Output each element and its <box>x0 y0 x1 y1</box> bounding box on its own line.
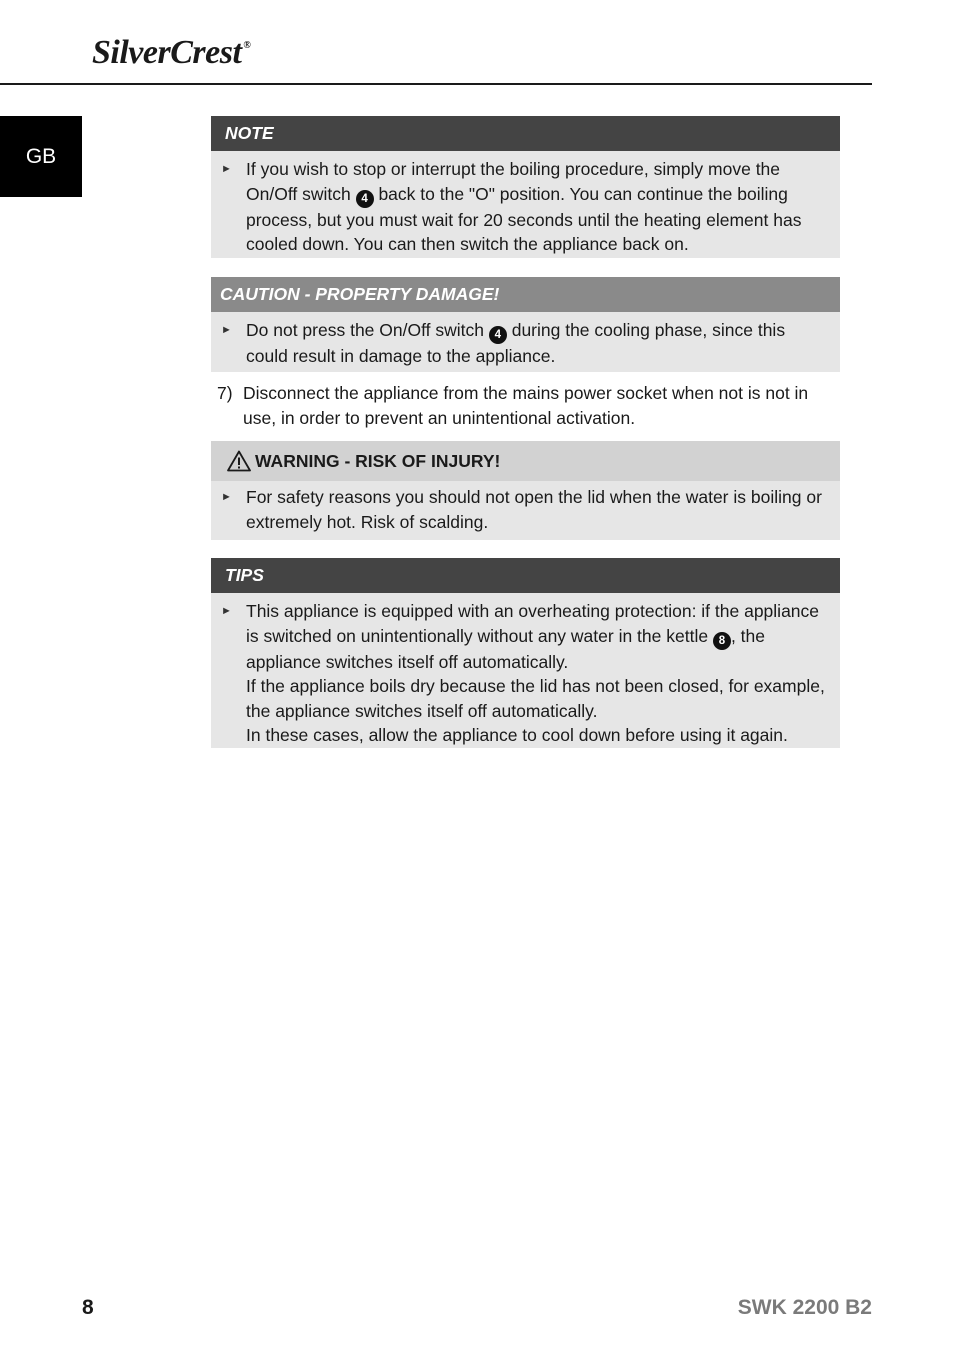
step-text: Disconnect the appliance from the mains power socket when not is not in use, in order to prevent an unintentional activation. <box>243 383 809 428</box>
tips-line-3: In these cases, allow the appliance to cool down before using it again. <box>246 725 788 745</box>
header-rule <box>0 83 872 85</box>
warning-title: WARNING - RISK OF INJURY! <box>255 450 501 471</box>
caution-item <box>211 312 840 375</box>
bullet-arrow-icon: ► <box>221 163 232 175</box>
note-header <box>211 116 840 151</box>
tips-box <box>211 558 840 748</box>
tips-header <box>211 558 840 593</box>
kettle-number-badge: 8 <box>713 632 731 650</box>
note-item <box>211 151 840 263</box>
note-text: If you wish to stop or interrupt the boiling procedure, simply move the On/Off switch 4 back to the "O" position. You can continue the boiling process, but you must wait for 20 seconds until the heating element has cooled down. You can then switch the appliance back on. <box>246 159 802 254</box>
tips-title: TIPS <box>225 565 264 585</box>
bullet-arrow-icon: ► <box>221 324 232 336</box>
tips-line-2: If the appliance boils dry because the lid has not been closed, for example, the appliance switches itself off automatically. <box>246 676 825 721</box>
caution-box <box>211 277 840 372</box>
warning-text: For safety reasons you should not open the lid when the water is boiling or extremely hot. Risk of scalding. <box>246 487 822 532</box>
tips-item <box>211 593 840 754</box>
step-7 <box>217 381 817 431</box>
note-box <box>211 116 840 258</box>
page-number: 8 <box>82 1296 94 1319</box>
registered-mark: ® <box>243 40 251 51</box>
warning-box <box>211 441 840 540</box>
caution-title: CAUTION - PROPERTY DAMAGE! <box>220 284 500 304</box>
caution-text: Do not press the On/Off switch 4 during the cooling phase, since this could result in damage to the appliance. <box>246 320 786 366</box>
caution-header <box>211 277 840 312</box>
bullet-arrow-icon: ► <box>221 605 232 617</box>
language-tab: GB <box>0 116 82 197</box>
tips-text: This appliance is equipped with an overheating protection: if the appliance is switched on unintentionally without any water in the kettle 8 , the appliance switches itself off automatically. If the appliance boils dry because the lid has not been closed, for example, the appliance switches itself off automatically. In these cases, allow the appliance to cool down before using it again. <box>246 601 825 745</box>
bullet-arrow-icon: ► <box>221 491 232 503</box>
warning-header <box>211 441 840 481</box>
warning-triangle-icon <box>227 450 251 472</box>
note-title: NOTE <box>225 123 274 143</box>
switch-number-badge: 4 <box>489 326 507 344</box>
brand-logo <box>92 34 250 72</box>
step-number: 7) <box>217 383 233 403</box>
brand-name: SilverCrest <box>92 34 242 71</box>
switch-number-badge: 4 <box>356 190 374 208</box>
model-name: SWK 2200 B2 <box>737 1296 872 1319</box>
warning-item <box>211 481 840 540</box>
